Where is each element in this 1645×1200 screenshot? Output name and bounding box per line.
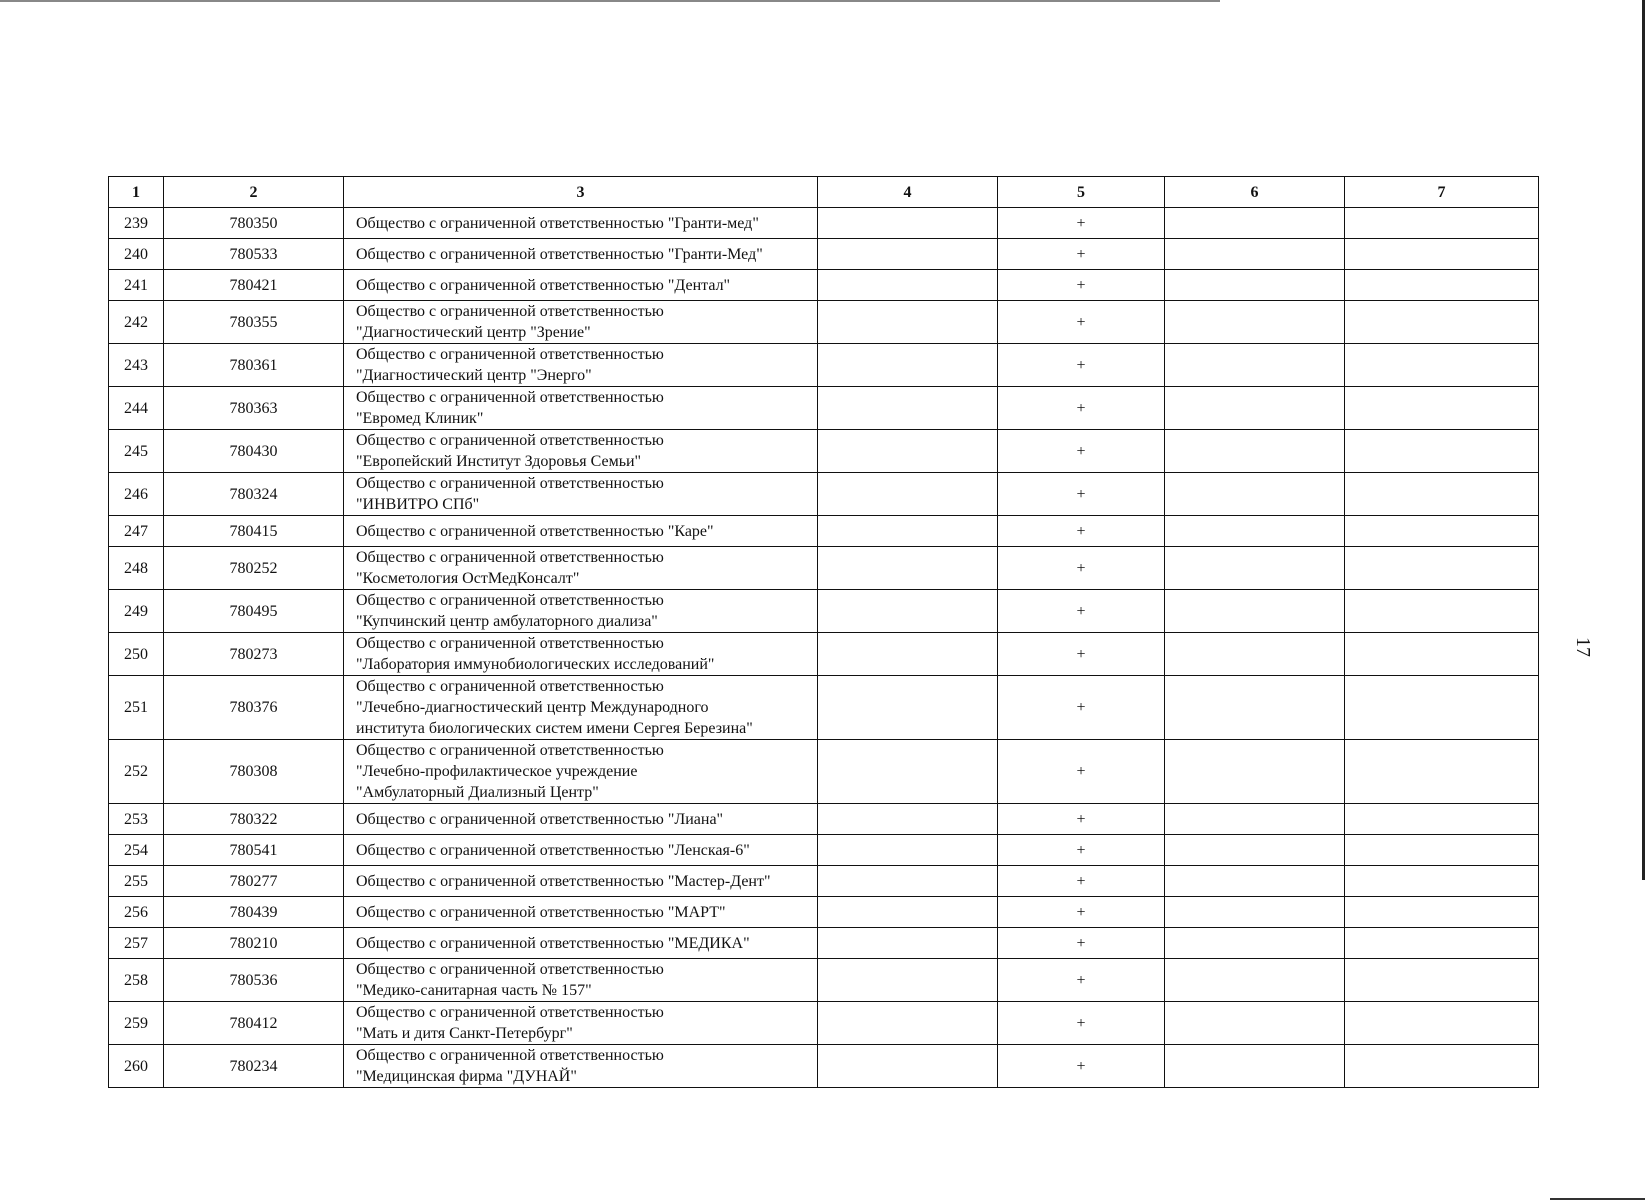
registry-code: 780252 xyxy=(164,547,344,590)
col-4-cell xyxy=(818,897,998,928)
row-number: 247 xyxy=(109,516,164,547)
organization-name-line: "Медико-санитарная часть № 157" xyxy=(356,982,592,999)
col-4-cell xyxy=(818,344,998,387)
registry-code: 780415 xyxy=(164,516,344,547)
col-header-3: 3 xyxy=(344,177,818,208)
organization-name xyxy=(344,270,818,301)
organization-name-line: Общество с ограниченной ответственностью "Лиана" xyxy=(356,810,724,828)
table-row xyxy=(109,633,1539,676)
table-row xyxy=(109,516,1539,547)
organization-name xyxy=(344,547,818,590)
row-number: 249 xyxy=(109,590,164,633)
col-5-mark: + xyxy=(998,835,1165,866)
organization-name-line: Общество с ограниченной ответственностью "МАРТ" xyxy=(356,903,726,921)
col-4-cell xyxy=(818,590,998,633)
col-6-cell xyxy=(1165,1002,1345,1045)
col-5-mark: + xyxy=(998,928,1165,959)
col-5-mark: + xyxy=(998,547,1165,590)
row-number: 256 xyxy=(109,897,164,928)
col-5-mark: + xyxy=(998,387,1165,430)
row-number: 242 xyxy=(109,301,164,344)
row-number: 243 xyxy=(109,344,164,387)
organization-name xyxy=(344,387,818,430)
col-7-cell xyxy=(1345,430,1539,473)
col-7-cell xyxy=(1345,897,1539,928)
organization-name xyxy=(344,835,818,866)
col-7-cell xyxy=(1345,959,1539,1002)
col-4-cell xyxy=(818,516,998,547)
col-4-cell xyxy=(818,676,998,740)
row-number: 241 xyxy=(109,270,164,301)
col-7-cell xyxy=(1345,1045,1539,1088)
col-4-cell xyxy=(818,866,998,897)
organization-name xyxy=(344,959,818,1002)
col-header-2: 2 xyxy=(164,177,344,208)
organization-name-line: "Евромед Клиник" xyxy=(356,410,484,427)
page-number: 17 xyxy=(1572,637,1594,657)
col-6-cell xyxy=(1165,633,1345,676)
organization-name xyxy=(344,344,818,387)
col-5-mark: + xyxy=(998,208,1165,239)
organization-name-line: Общество с ограниченной ответственностью "Мастер-Дент" xyxy=(356,872,771,890)
col-7-cell xyxy=(1345,547,1539,590)
row-number: 257 xyxy=(109,928,164,959)
col-6-cell xyxy=(1165,740,1345,804)
col-4-cell xyxy=(818,387,998,430)
organization-name-line: Общество с ограниченной ответственностью xyxy=(356,742,664,759)
table-row xyxy=(109,430,1539,473)
table-row xyxy=(109,804,1539,835)
registry-code: 780412 xyxy=(164,1002,344,1045)
table-row xyxy=(109,959,1539,1002)
col-5-mark: + xyxy=(998,897,1165,928)
registry-code: 780210 xyxy=(164,928,344,959)
organization-name-line: института биологических систем имени Сергея Березина" xyxy=(356,720,753,737)
col-6-cell xyxy=(1165,430,1345,473)
col-4-cell xyxy=(818,740,998,804)
organization-name xyxy=(344,208,818,239)
table-body xyxy=(109,208,1539,1088)
registry-code: 780439 xyxy=(164,897,344,928)
row-number: 260 xyxy=(109,1045,164,1088)
col-4-cell xyxy=(818,430,998,473)
col-6-cell xyxy=(1165,516,1345,547)
col-6-cell xyxy=(1165,473,1345,516)
organization-name-line: Общество с ограниченной ответственностью "Ленская-6" xyxy=(356,841,750,859)
organization-name-line: "Медицинская фирма "ДУНАЙ" xyxy=(356,1068,577,1085)
organization-name-line: Общество с ограниченной ответственностью "Гранти-Мед" xyxy=(356,245,763,263)
row-number: 259 xyxy=(109,1002,164,1045)
col-4-cell xyxy=(818,1045,998,1088)
organization-name-line: Общество с ограниченной ответственностью "Дентал" xyxy=(356,276,731,294)
organization-name-line: Общество с ограниченной ответственностью "МЕДИКА" xyxy=(356,934,750,952)
registry-code: 780234 xyxy=(164,1045,344,1088)
table-row xyxy=(109,590,1539,633)
organization-name-line: "Лаборатория иммунобиологических исследований" xyxy=(356,656,715,673)
row-number: 254 xyxy=(109,835,164,866)
row-number: 251 xyxy=(109,676,164,740)
col-6-cell xyxy=(1165,239,1345,270)
organization-name-line: Общество с ограниченной ответственностью "Гранти-мед" xyxy=(356,214,759,232)
col-5-mark: + xyxy=(998,239,1165,270)
organization-name xyxy=(344,239,818,270)
col-6-cell xyxy=(1165,387,1345,430)
organization-name-line: Общество с ограниченной ответственностью xyxy=(356,635,664,652)
col-4-cell xyxy=(818,1002,998,1045)
col-5-mark: + xyxy=(998,959,1165,1002)
col-5-mark: + xyxy=(998,270,1165,301)
table-row xyxy=(109,928,1539,959)
col-4-cell xyxy=(818,208,998,239)
col-5-mark: + xyxy=(998,301,1165,344)
col-5-mark: + xyxy=(998,866,1165,897)
organization-name-line: Общество с ограниченной ответственностью xyxy=(356,1004,664,1021)
row-number: 255 xyxy=(109,866,164,897)
col-5-mark: + xyxy=(998,1002,1165,1045)
col-6-cell xyxy=(1165,804,1345,835)
organization-name xyxy=(344,430,818,473)
organization-name-line: "Амбулаторный Диализный Центр" xyxy=(356,784,599,801)
row-number: 250 xyxy=(109,633,164,676)
col-7-cell xyxy=(1345,1002,1539,1045)
organization-name-line: Общество с ограниченной ответственностью xyxy=(356,1047,664,1064)
col-7-cell xyxy=(1345,301,1539,344)
col-5-mark: + xyxy=(998,430,1165,473)
organization-name-line: Общество с ограниченной ответственностью xyxy=(356,389,664,406)
col-6-cell xyxy=(1165,590,1345,633)
row-number: 253 xyxy=(109,804,164,835)
table-row xyxy=(109,208,1539,239)
col-header-1: 1 xyxy=(109,177,164,208)
col-7-cell xyxy=(1345,516,1539,547)
col-4-cell xyxy=(818,804,998,835)
col-6-cell xyxy=(1165,1045,1345,1088)
organization-name-line: "Диагностический центр "Энерго" xyxy=(356,367,592,384)
col-7-cell xyxy=(1345,676,1539,740)
table-row xyxy=(109,239,1539,270)
col-6-cell xyxy=(1165,344,1345,387)
table-row xyxy=(109,270,1539,301)
col-6-cell xyxy=(1165,897,1345,928)
table-row xyxy=(109,301,1539,344)
registry-table xyxy=(108,176,1539,1088)
organization-name-line: Общество с ограниченной ответственностью xyxy=(356,592,664,609)
col-7-cell xyxy=(1345,270,1539,301)
col-7-cell xyxy=(1345,387,1539,430)
organization-name xyxy=(344,473,818,516)
row-number: 252 xyxy=(109,740,164,804)
organization-name-line: Общество с ограниченной ответственностью xyxy=(356,961,664,978)
row-number: 244 xyxy=(109,387,164,430)
col-5-mark: + xyxy=(998,473,1165,516)
organization-name-line: "Мать и дитя Санкт-Петербург" xyxy=(356,1025,573,1042)
registry-code: 780533 xyxy=(164,239,344,270)
organization-name xyxy=(344,301,818,344)
col-7-cell xyxy=(1345,928,1539,959)
registry-code: 780324 xyxy=(164,473,344,516)
row-number: 258 xyxy=(109,959,164,1002)
organization-name-line: "Лечебно-диагностический центр Международного xyxy=(356,699,709,716)
col-5-mark: + xyxy=(998,740,1165,804)
row-number: 248 xyxy=(109,547,164,590)
organization-name-line: Общество с ограниченной ответственностью xyxy=(356,678,664,695)
col-7-cell xyxy=(1345,633,1539,676)
registry-code: 780273 xyxy=(164,633,344,676)
registry-code: 780277 xyxy=(164,866,344,897)
table-row xyxy=(109,740,1539,804)
organization-name-line: "ИНВИТРО СПб" xyxy=(356,496,480,513)
table-row xyxy=(109,866,1539,897)
registry-code: 780541 xyxy=(164,835,344,866)
col-5-mark: + xyxy=(998,804,1165,835)
col-4-cell xyxy=(818,928,998,959)
col-4-cell xyxy=(818,835,998,866)
organization-name-line: "Косметология ОстМедКонсалт" xyxy=(356,570,580,587)
table-row xyxy=(109,1045,1539,1088)
col-header-5: 5 xyxy=(998,177,1165,208)
organization-name xyxy=(344,516,818,547)
col-6-cell xyxy=(1165,270,1345,301)
organization-name xyxy=(344,928,818,959)
organization-name-line: "Европейский Институт Здоровья Семьи" xyxy=(356,453,642,470)
col-7-cell xyxy=(1345,866,1539,897)
col-4-cell xyxy=(818,633,998,676)
col-6-cell xyxy=(1165,547,1345,590)
col-5-mark: + xyxy=(998,590,1165,633)
table-row xyxy=(109,473,1539,516)
organization-name xyxy=(344,897,818,928)
organization-name-line: Общество с ограниченной ответственностью xyxy=(356,475,664,492)
organization-name xyxy=(344,804,818,835)
organization-name xyxy=(344,633,818,676)
col-7-cell xyxy=(1345,473,1539,516)
organization-name xyxy=(344,590,818,633)
col-5-mark: + xyxy=(998,633,1165,676)
row-number: 246 xyxy=(109,473,164,516)
col-7-cell xyxy=(1345,804,1539,835)
col-4-cell xyxy=(818,959,998,1002)
organization-name xyxy=(344,1045,818,1088)
organization-name-line: "Купчинский центр амбулаторного диализа" xyxy=(356,613,658,630)
table-row xyxy=(109,1002,1539,1045)
table-row xyxy=(109,344,1539,387)
organization-name xyxy=(344,1002,818,1045)
organization-name xyxy=(344,866,818,897)
col-header-4: 4 xyxy=(818,177,998,208)
registry-code: 780355 xyxy=(164,301,344,344)
organization-name xyxy=(344,740,818,804)
registry-code: 780363 xyxy=(164,387,344,430)
col-6-cell xyxy=(1165,301,1345,344)
organization-name-line: Общество с ограниченной ответственностью xyxy=(356,346,664,363)
col-4-cell xyxy=(818,473,998,516)
organization-name-line: Общество с ограниченной ответственностью xyxy=(356,549,664,566)
table-row xyxy=(109,547,1539,590)
col-4-cell xyxy=(818,301,998,344)
col-6-cell xyxy=(1165,676,1345,740)
registry-code: 780536 xyxy=(164,959,344,1002)
registry-code: 780430 xyxy=(164,430,344,473)
col-4-cell xyxy=(818,547,998,590)
header-row xyxy=(109,177,1539,208)
organization-name-line: Общество с ограниченной ответственностью xyxy=(356,303,664,320)
registry-code: 780308 xyxy=(164,740,344,804)
organization-name xyxy=(344,676,818,740)
col-7-cell xyxy=(1345,835,1539,866)
row-number: 245 xyxy=(109,430,164,473)
registry-code: 780361 xyxy=(164,344,344,387)
col-6-cell xyxy=(1165,928,1345,959)
registry-code: 780495 xyxy=(164,590,344,633)
row-number: 239 xyxy=(109,208,164,239)
col-header-7: 7 xyxy=(1345,177,1539,208)
table-row xyxy=(109,897,1539,928)
organization-name-line: Общество с ограниченной ответственностью "Каре" xyxy=(356,522,714,540)
col-6-cell xyxy=(1165,866,1345,897)
table-row xyxy=(109,835,1539,866)
registry-code: 780376 xyxy=(164,676,344,740)
col-4-cell xyxy=(818,239,998,270)
registry-code: 780322 xyxy=(164,804,344,835)
col-7-cell xyxy=(1345,740,1539,804)
scan-edge-top xyxy=(0,0,1220,2)
col-header-6: 6 xyxy=(1165,177,1345,208)
row-number: 240 xyxy=(109,239,164,270)
organization-name-line: Общество с ограниченной ответственностью xyxy=(356,432,664,449)
col-6-cell xyxy=(1165,959,1345,1002)
col-7-cell xyxy=(1345,590,1539,633)
registry-code: 780421 xyxy=(164,270,344,301)
col-7-cell xyxy=(1345,239,1539,270)
organization-name-line: "Диагностический центр "Зрение" xyxy=(356,324,591,341)
table-row xyxy=(109,387,1539,430)
col-5-mark: + xyxy=(998,1045,1165,1088)
col-5-mark: + xyxy=(998,676,1165,740)
col-5-mark: + xyxy=(998,516,1165,547)
col-5-mark: + xyxy=(998,344,1165,387)
table-row xyxy=(109,676,1539,740)
col-7-cell xyxy=(1345,208,1539,239)
col-7-cell xyxy=(1345,344,1539,387)
col-6-cell xyxy=(1165,835,1345,866)
organization-name-line: "Лечебно-профилактическое учреждение xyxy=(356,763,638,780)
col-4-cell xyxy=(818,270,998,301)
registry-code: 780350 xyxy=(164,208,344,239)
col-6-cell xyxy=(1165,208,1345,239)
